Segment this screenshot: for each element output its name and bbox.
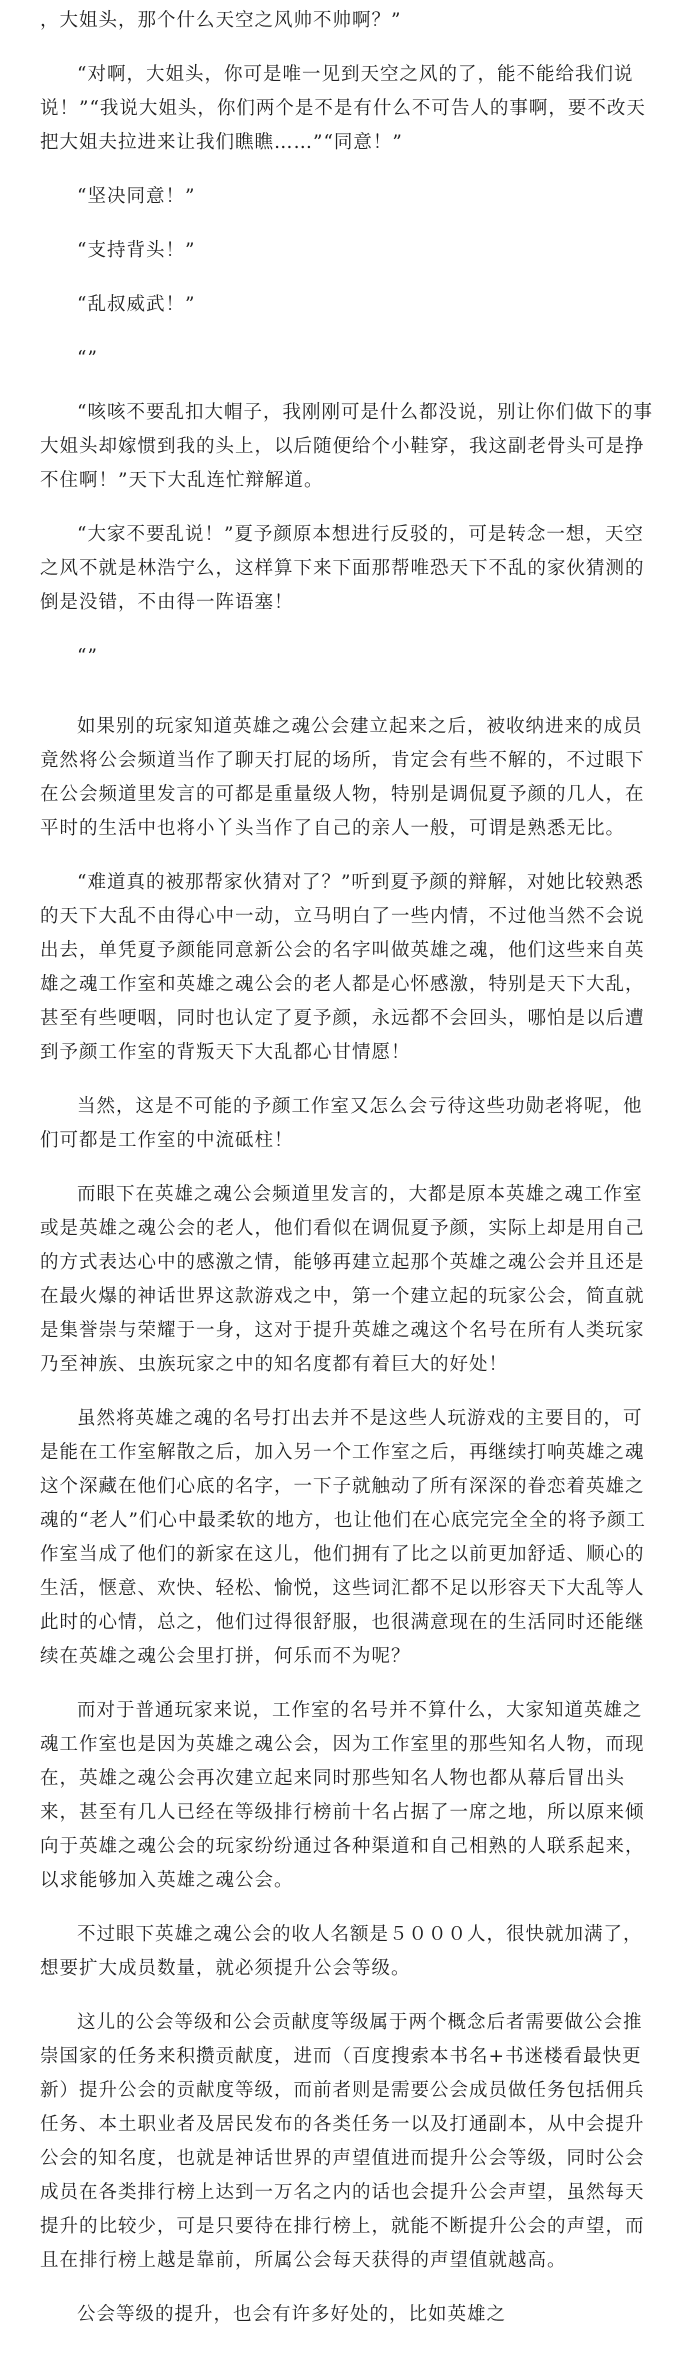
paragraph: 不过眼下英雄之魂公会的收人名额是５０００人，很快就加满了，想要扩大成员数量，就必须提升公会等级。 [40,1924,643,1979]
paragraph: 如果别的玩家知道英雄之魂公会建立起来之后，被收纳进来的成员竟然将公会频道当作了聊天打屁的场所，肯定会有些不解的，不过眼下在公会频道里发言的可都是重量级人物，特别是调侃夏予颜的几人，在平时的生活中也将小丫头当作了自己的亲人一般，可谓是熟悉无比。 [40,716,645,839]
paragraph: “咳咳不要乱扣大帽子，我刚刚可是什么都没说，别让你们做下的事大姐头却嫁惯到我的头上，以后随便给个小鞋穿，我这副老骨头可是挣不住啊！”天下大乱连忙辩解道。 [40,402,653,491]
paragraph: ，大姐头，那个什么天空之风帅不帅啊？” [40,10,402,31]
paragraph: 而对于普通玩家来说，工作室的名号并不算什么，大家知道英雄之魂工作室也是因为英雄之魂公会，因为工作室里的那些知名人物，而现在，英雄之魂公会再次建立起来同时那些知名人物也都从幕后冒出头来，甚至有几人已经在等级排行榜前十名占据了一席之地，所以原来倾向于英雄之魂公会的玩家纷纷通过各种渠道和自己相熟的人联系起来，以求能够加入英雄之魂公会。 [40,1700,645,1891]
paragraph: 这儿的公会等级和公会贡献度等级属于两个概念后者需要做公会推崇国家的任务来积攒贡献度，进而（百度搜索本书名+书迷楼看最快更新）提升公会的贡献度等级，而前者则是需要公会成员做任务包括佣兵任务、本土职业者及居民发布的各类任务一以及打通副本，从中会提升公会的知名度，也就是神话世界的声望值进而提升公会等级，同时公会成员在各类排行榜上达到一万名之内的话也会提升公会声望，虽然每天提升的比较少，可是只要待在排行榜上，就能不断提升公会的声望，而且在排行榜上越是靠前，所属公会每天获得的声望值就越高。 [40,2012,645,2271]
paragraph: “” [77,646,98,667]
paragraph: 公会等级的提升，也会有许多好处的，比如英雄之 [77,2304,507,2325]
paragraph: “乱叔威武！” [77,294,196,315]
paragraph: “坚决同意！” [77,186,196,207]
paragraph: “难道真的被那帮家伙猜对了？”听到夏予颜的辩解，对她比较熟悉的天下大乱不由得心中一动，立马明白了一些内情，不过他当然不会说出去，单凭夏予颜能同意新公会的名字叫做英雄之魂，他们这些来自英雄之魂工作室和英雄之魂公会的老人都是心怀感激，特别是天下大乱，甚至有些哽咽，同时也认定了夏予颜，永远都不会回头，哪怕是以后遭到予颜工作室的背叛天下大乱都心甘情愿！ [40,872,645,1063]
paragraph: 而眼下在英雄之魂公会频道里发言的，大都是原本英雄之魂工作室或是英雄之魂公会的老人，他们看似在调侃夏予颜，实际上却是用自己的方式表达心中的感激之情，能够再建立起那个英雄之魂公会并且还是在最火爆的神话世界这款游戏之中，第一个建立起的玩家公会，简直就是集誉崇与荣耀于一身，这对于提升英雄之魂这个名号在所有人类玩家乃至神族、虫族玩家之中的知名度都有着巨大的好处！ [40,1184,645,1375]
paragraph: “对啊，大姐头，你可是唯一见到天空之风的了，能不能给我们说说！”“我说大姐头，你们两个是不是有什么不可告人的事啊，要不改天把大姐夫拉进来让我们瞧瞧……”“同意！” [40,64,646,153]
paragraph: 虽然将英雄之魂的名号打出去并不是这些人玩游戏的主要目的，可是能在工作室解散之后，加入另一个工作室之后，再继续打响英雄之魂这个深藏在他们心底的名字，一下子就触动了所有深深的眷恋着英雄之魂的“老人”们心中最柔软的地方，也让他们在心底完完全全的将予颜工作室当成了他们的新家在这儿，他们拥有了比之以前更加舒适、顺心的生活，惬意、欢快、轻松、愉悦，这些词汇都不足以形容天下大乱等人此时的心情，总之，他们过得很舒服，也很满意现在的生活同时还能继续在英雄之魂公会里打拼，何乐而不为呢？ [40,1408,646,1667]
paragraph: “支持背头！” [77,240,196,261]
paragraph: “大家不要乱说！”夏予颜原本想进行反驳的，可是转念一想，天空之风不就是林浩宁么，这样算下来下面那帮唯恐天下不乱的家伙猜测的倒是没错，不由得一阵语塞！ [40,524,645,613]
paragraph: “” [77,348,98,369]
paragraph: 当然，这是不可能的予颜工作室又怎么会亏待这些功勋老将呢，他们可都是工作室的中流砥柱！ [40,1096,643,1151]
